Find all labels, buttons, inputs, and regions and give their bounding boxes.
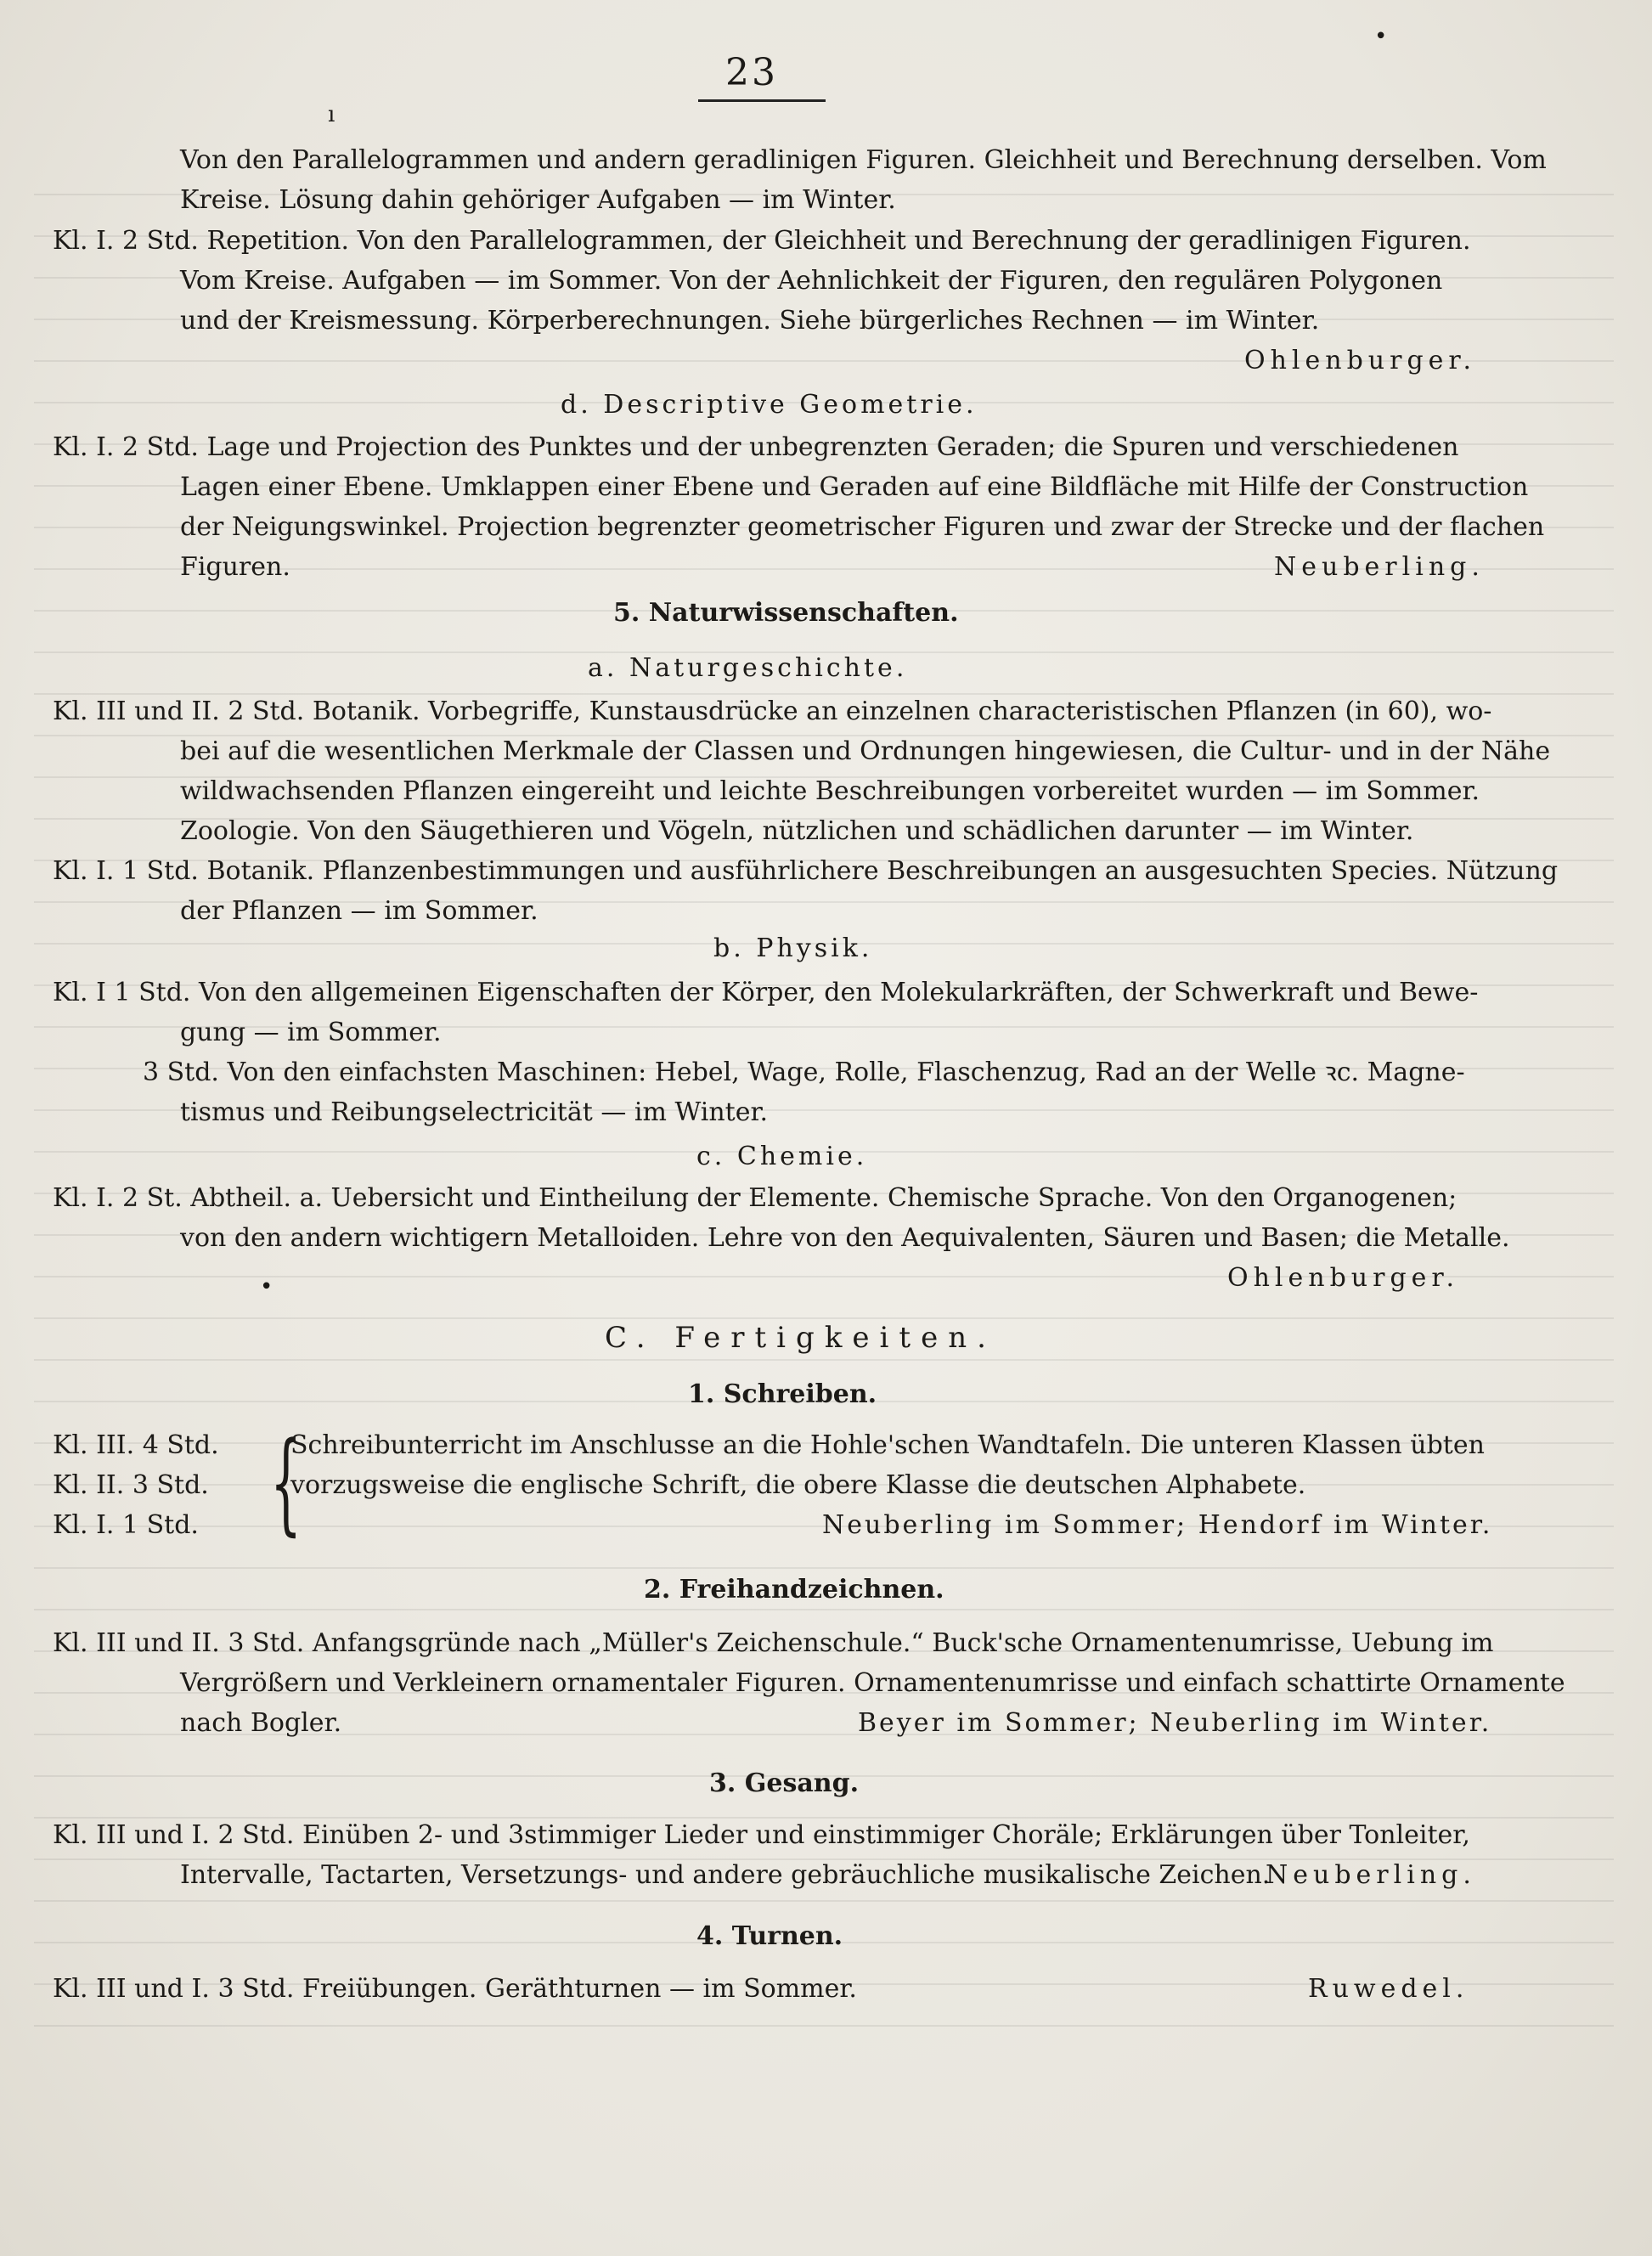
text-line: Schreibunterricht im Anschlusse an die Hohle'schen Wandtafeln. Die unteren Klassen übten (290, 1430, 1485, 1460)
brace-glyph: { (270, 1418, 302, 1547)
section-heading: C. Fertigkeiten. (605, 1321, 996, 1355)
text-line: bei auf die wesentlichen Merkmale der Classen und Ordnungen hingewiesen, die Cultur- und in der Nähe (180, 736, 1551, 766)
text-line: Kl. I. 2 Std. Lage und Projection des Punktes und der unbegrenzten Geraden; die Spuren und verschiedenen (53, 432, 1459, 462)
section-heading: 3. Gesang. (709, 1768, 860, 1798)
signature: Ruwedel. (1308, 1974, 1469, 2004)
text-line: Kreise. Lösung dahin gehöriger Aufgaben — im Winter. (180, 185, 896, 215)
text-line: Intervalle, Tactarten, Versetzungs- und andere gebräuchliche musikalische Zeichen. (180, 1860, 1271, 1890)
signature: Ohlenburger. (1244, 346, 1476, 375)
text-line: Kl. I. 1 Std. (53, 1510, 199, 1540)
text-line: Kl. III und II. 2 Std. Botanik. Vorbegriffe, Kunstausdrücke an einzelnen characteristischen Pflanzen (in 60), wo- (53, 697, 1492, 726)
text-line: Zoologie. Von den Säugethieren und Vögeln, nützlichen und schädlichen darunter — im Winter. (180, 816, 1414, 846)
ink-mark: ı (328, 102, 335, 127)
text-line: Kl. I 1 Std. Von den allgemeinen Eigenschaften der Körper, den Molekularkräften, der Schwerkraft und Bewe- (53, 978, 1479, 1007)
text-line: gung — im Sommer. (180, 1018, 442, 1047)
text-line: Von den Parallelogrammen und andern geradlinigen Figuren. Gleichheit und Berechnung derselben. Vom (180, 145, 1547, 175)
text-line: vorzugsweise die englische Schrift, die obere Klasse die deutschen Alphabete. (290, 1470, 1306, 1500)
signature: Beyer im Sommer; Neuberling im Winter. (858, 1708, 1492, 1738)
ink-dot: • (260, 1274, 273, 1300)
text-line: Kl. I. 2 St. Abtheil. a. Uebersicht und Eintheilung der Elemente. Chemische Sprache. Von den Organogenen; (53, 1183, 1457, 1213)
section-heading: 4. Turnen. (696, 1921, 843, 1951)
text-line: nach Bogler. (180, 1708, 342, 1738)
section-heading: 2. Freihandzeichnen. (644, 1575, 944, 1605)
text-line: Figuren. (180, 552, 290, 582)
signature: Neuberling im Sommer; Hendorf im Winter. (822, 1510, 1493, 1540)
text-line: Vergrößern und Verkleinern ornamentaler Figuren. Ornamentenumrisse und einfach schattirte Ornamente (180, 1668, 1565, 1698)
page-number: 23 (725, 51, 778, 94)
text-line: Kl. III und II. 3 Std. Anfangsgründe nach „Müller's Zeichenschule.“ Buck'sche Ornamentenumrisse, Uebung im (53, 1628, 1494, 1658)
signature: Ohlenburger. (1227, 1263, 1459, 1293)
text-line: und der Kreismessung. Körperberechnungen. Siehe bürgerliches Rechnen — im Winter. (180, 306, 1320, 336)
text-line: Kl. I. 2 Std. Repetition. Von den Parallelogrammen, der Gleichheit und Berechnung der geradlinigen Figuren. (53, 226, 1471, 256)
signature: Neuberling. (1266, 1860, 1476, 1890)
section-heading: b. Physik. (713, 933, 873, 963)
text-line: der Pflanzen — im Sommer. (180, 896, 538, 926)
section-heading: d. Descriptive Geometrie. (561, 390, 978, 420)
text-line: tismus und Reibungselectricität — im Winter. (180, 1097, 769, 1127)
text-line: Kl. I. 1 Std. Botanik. Pflanzenbestimmungen und ausführlichere Beschreibungen an ausgesuchten Species. Nützung (53, 856, 1559, 886)
text-line: Kl. III. 4 Std. (53, 1430, 219, 1460)
ink-dot: • (1374, 24, 1388, 49)
text-line: der Neigungswinkel. Projection begrenzter geometrischer Figuren und zwar der Strecke und der flachen (180, 512, 1545, 542)
text-line: von den andern wichtigern Metalloiden. Lehre von den Aequivalenten, Säuren und Basen; die Metalle. (180, 1223, 1510, 1253)
section-heading: a. Naturgeschichte. (588, 653, 908, 683)
section-heading: 1. Schreiben. (688, 1379, 877, 1409)
text-line: Lagen einer Ebene. Umklappen einer Ebene und Geraden auf eine Bildfläche mit Hilfe der Construction (180, 472, 1529, 502)
page-number-rule (698, 99, 826, 102)
text-line: Kl. II. 3 Std. (53, 1470, 209, 1500)
text-line: Kl. III und I. 2 Std. Einüben 2- und 3stimmiger Lieder und einstimmiger Choräle; Erklärungen über Tonleiter, (53, 1820, 1470, 1850)
text-line: wildwachsenden Pflanzen eingereiht und leichte Beschreibungen vorbereitet wurden — im Sommer. (180, 776, 1480, 806)
section-heading: c. Chemie. (696, 1142, 868, 1171)
text-line: Kl. III und I. 3 Std. Freiübungen. Geräthturnen — im Sommer. (53, 1974, 857, 2004)
signature: Neuberling. (1274, 552, 1485, 582)
text-line: Vom Kreise. Aufgaben — im Sommer. Von der Aehnlichkeit der Figuren, den regulären Polygonen (180, 266, 1443, 296)
section-heading: 5. Naturwissenschaften. (613, 598, 959, 628)
text-line: 3 Std. Von den einfachsten Maschinen: Hebel, Wage, Rolle, Flaschenzug, Rad an der Welle ꝛc. Magne- (143, 1058, 1465, 1087)
